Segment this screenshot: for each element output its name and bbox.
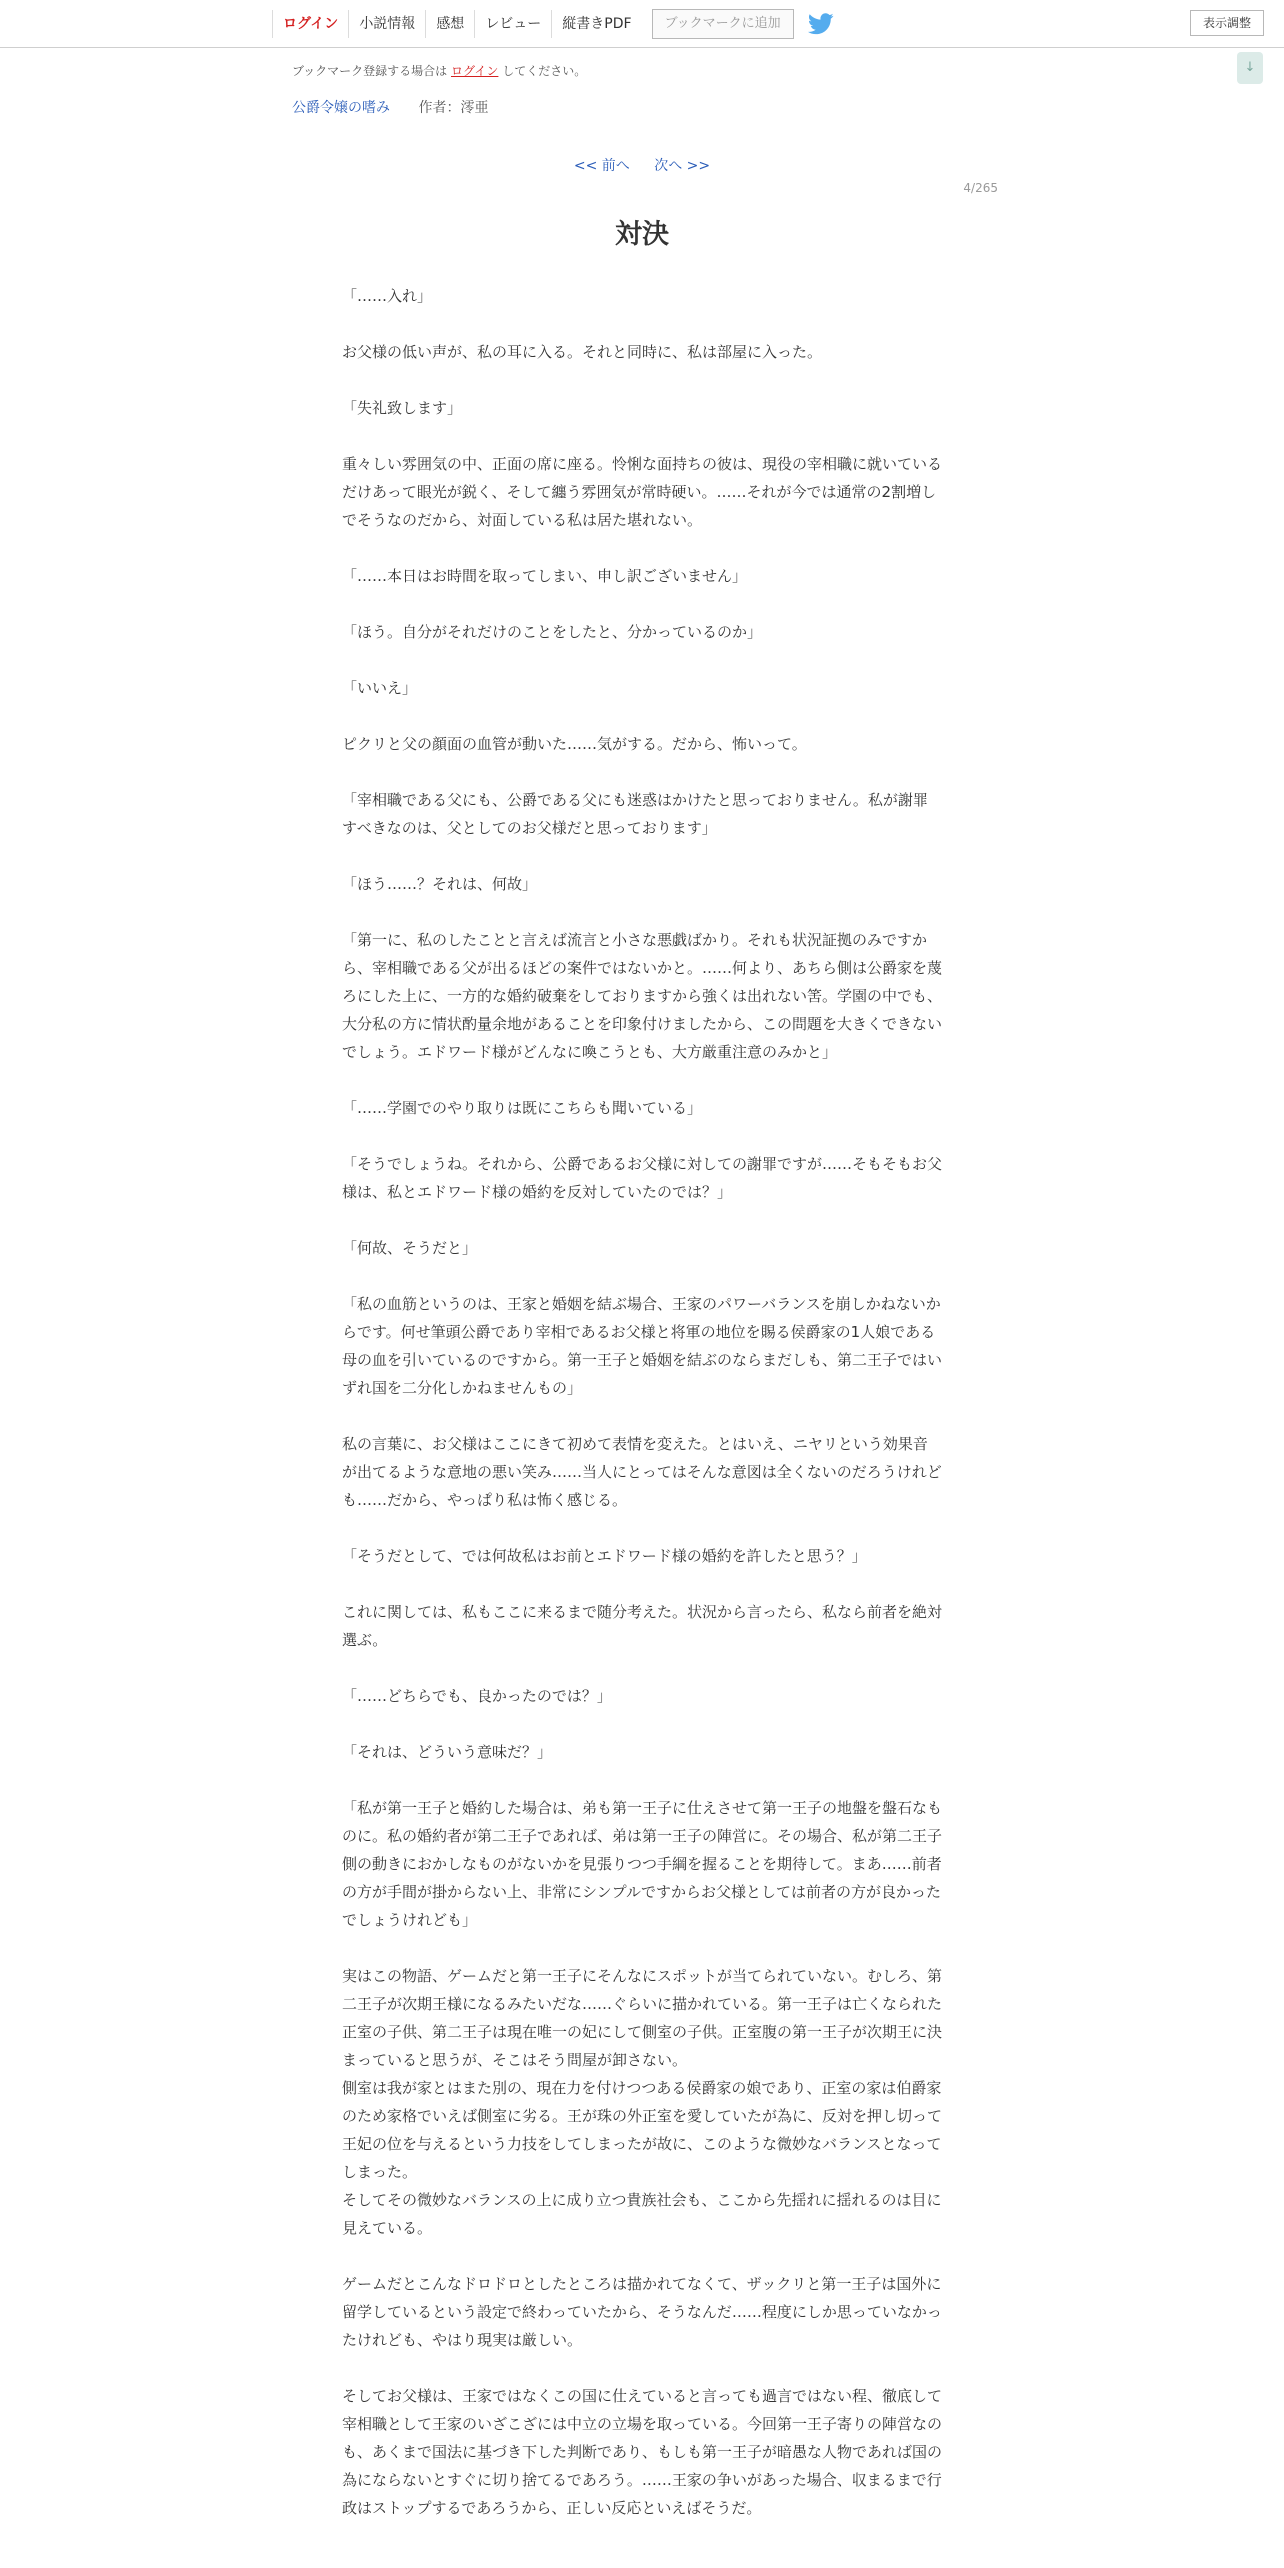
series-title-link[interactable]: 公爵令嬢の嗜み [292,100,390,116]
paragraph: 「……どちらでも、良かったのでは？」 [342,1687,612,1705]
paragraph: これに関しては、私もここに来るまで随分考えた。状況から言ったら、私なら前者を絶対選ぶ。 [342,1603,943,1649]
paragraph: 私の言葉に、お父様はここにきて初めて表情を変えた。とはいえ、ニヤリという効果音が出てるような意地の悪い笑み……当人にとってはそんな意図は全くないのだろうけれども……だから、やっぱり私は怖く感じる。 [342,1435,942,1509]
prev-page-link[interactable]: << 前へ [573,158,630,174]
paragraph: 「……入れ」 [342,287,433,305]
novel-body [342,282,942,2550]
paragraph: 「第一に、私のしたことと言えば流言と小さな悪戯ばかり。それも状況証拠のみですから、宰相職である父が出るほどの案件ではないかと。……何より、あちら側は公爵家を蔑ろにした上に、一方的な婚約破棄をしておりますから強くは出れない筈。学園の中でも、大分私の方に情状酌量余地があることを印象付けましたから、この問題を大きくできないでしょう。エドワード様がどんなに喚こうとも、大方厳重注意のみかと」 [342,931,943,1061]
scroll-down-icon[interactable]: ↓ [1237,52,1263,84]
paragraph: 「宰相職である父にも、公爵である父にも迷惑はかけたと思っておりません。私が謝罪すべきなのは、父としてのお父様だと思っております」 [342,791,928,837]
bookmark-note-text-after: してください。 [502,64,587,78]
nav-review-link[interactable]: レビュー [474,10,551,38]
paragraph: そしてその微妙なバランスの上に成り立つ貴族社会も、ここから先揺れに揺れるのは目に見えている。 [342,2191,942,2237]
paragraph: ピクリと父の顔面の血管が動いた……気がする。だから、怖いって。 [342,735,807,753]
author-name: 作者：澪亜 [418,100,489,116]
paragraph: 「そうだとして、では何故私はお前とエドワード様の婚約を許したと思う？」 [342,1547,867,1565]
bookmark-note-text: ブックマーク登録する場合は [292,64,448,78]
paragraph: 「……本日はお時間を取ってしまい、申し訳ございません」 [342,567,748,585]
twitter-icon[interactable] [808,13,834,35]
paragraph: 「……学園でのやり取りは既にこちらも聞いている」 [342,1099,703,1117]
paragraph: お父様の低い声が、私の耳に入る。それと同時に、私は部屋に入った。 [342,343,823,361]
chapter-title: 対決 [615,219,669,250]
display-settings-button[interactable]: 表示調整 [1190,10,1264,36]
paragraph: 側室は我が家とはまた別の、現在力を付けつつある侯爵家の娘であり、正室の家は伯爵家のため家格でいえば側室に劣る。王が珠の外正室を愛していたが為に、反対を押し切って王妃の位を与えるという力技をしてしまったが故に、このような微妙なバランスとなってしまった。 [342,2079,943,2181]
paragraph: 「いいえ」 [342,679,418,697]
paragraph: 「失礼致します」 [342,399,463,417]
pagination [0,155,1284,175]
paragraph: 「ほう……？それは、何故」 [342,875,538,893]
paragraph: 「そうでしょうね。それから、公爵であるお父様に対しての謝罪ですが……そもそもお父様は、私とエドワード様の婚約を反対していたのでは？」 [342,1155,943,1201]
nav-impressions-link[interactable]: 感想 [425,10,474,38]
paragraph: 重々しい雰囲気の中、正面の席に座る。怜悧な面持ちの彼は、現役の宰相職に就いているだけあって眼光が鋭く、そして纏う雰囲気が常時硬い。……それが今では通常の2割増しでそうなのだから、対面している私は居た堪れない。 [342,455,943,529]
paragraph: 実はこの物語、ゲームだと第一王子にそんなにスポットが当てられていない。むしろ、第二王子が次期王様になるみたいだな……ぐらいに描かれている。第一王子は亡くなられた正室の子供、第二王子は現在唯一の妃にして側室の子供。正室腹の第一王子が次期王に決まっていると思うが、そこはそう問屋が卸さない。 [342,1967,943,2069]
add-bookmark-button[interactable]: ブックマークに追加 [652,9,794,39]
nav-vertical-pdf-link[interactable]: 縦書きPDF [551,10,641,38]
bookmark-note-login-link[interactable]: ログイン [451,64,499,78]
bookmark-login-note [292,62,586,79]
page-number: 4/265 [963,181,998,195]
paragraph: 「それは、どういう意味だ？」 [342,1743,553,1761]
paragraph: 「何故、そうだと」 [342,1239,478,1257]
paragraph: そしてお父様は、王家ではなくこの国に仕えていると言っても過言ではない程、徹底して宰相職として王家のいざこざには中立の立場を取っている。今回第一王子寄りの陣営なのも、あくまで国法に基づき下した判断であり、もしも第一王子が暗愚な人物であれば国の為にならないとすぐに切り捨てるであろう。……王家の争いがあった場合、収まるまで行政はストップするであろうから、正しい反応といえばそうだ。 [342,2387,943,2517]
nav-novel-info-link[interactable]: 小説情報 [348,10,425,38]
paragraph: ゲームだとこんなドロドロとしたところは描かれてなくて、ザックリと第一王子は国外に留学しているという設定で終わっていたから、そうなんだ……程度にしか思っていなかったけれども、やはり現実は厳しい。 [342,2275,942,2349]
top-navigation-bar [0,0,1284,48]
paragraph: 「私の血筋というのは、王家と婚姻を結ぶ場合、王家のパワーバランスを崩しかねないからです。何せ筆頭公爵であり宰相であるお父様と将軍の地位を賜る侯爵家の1人娘である母の血を引いているのですから。第一王子と婚姻を結ぶのならまだしも、第二王子ではいずれ国を二分化しかねませんもの」 [342,1295,943,1397]
nav-login-link[interactable]: ログイン [272,10,348,38]
nav-menu [272,8,834,40]
paragraph: 「ほう。自分がそれだけのことをしたと、分かっているのか」 [342,623,763,641]
series-info [292,97,488,117]
paragraph: 「私が第一王子と婚約した場合は、弟も第一王子に仕えさせて第一王子の地盤を盤石なものに。私の婚約者が第二王子であれば、弟は第一王子の陣営に。その場合、私が第二王子側の動きにおかしなものがないかを見張りつつ手綱を握ることを期待して。まあ……前者の方が手間が掛からない上、非常にシンプルですからお父様としては前者の方が良かったでしょうけれども」 [342,1799,943,1929]
next-page-link[interactable]: 次へ >> [654,158,711,174]
